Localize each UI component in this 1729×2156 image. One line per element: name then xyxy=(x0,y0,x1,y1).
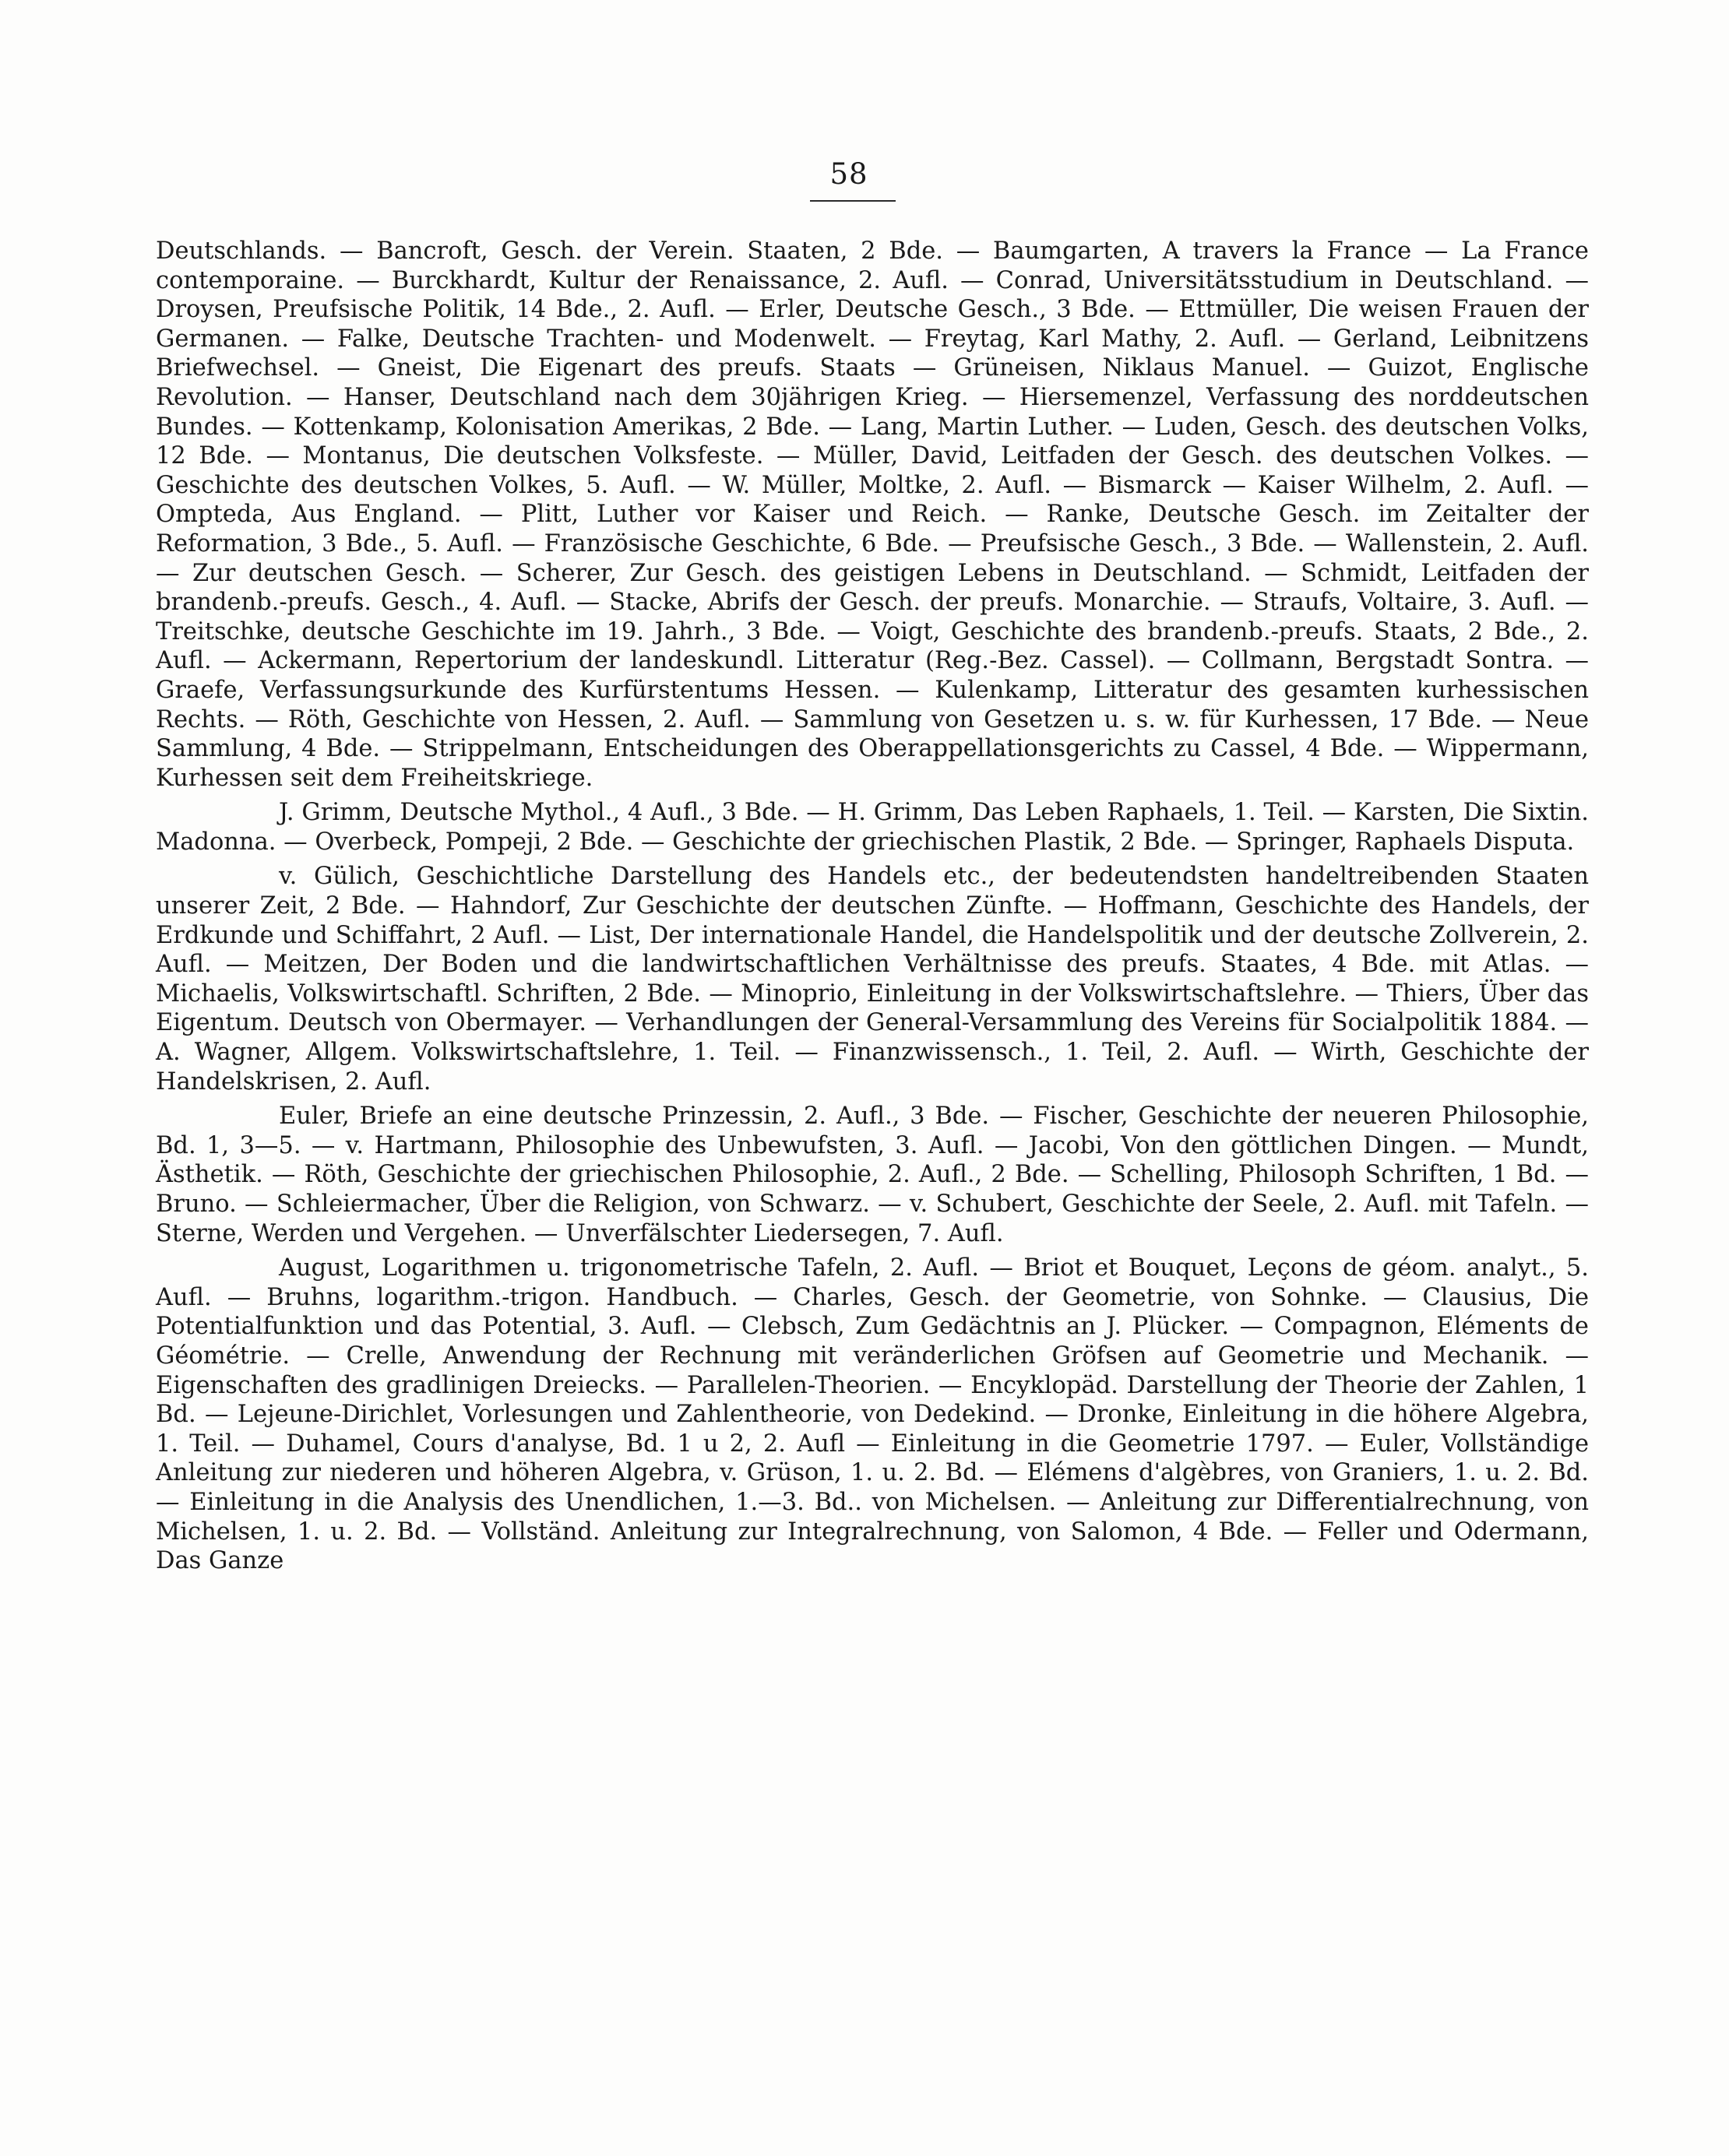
paragraph-mathematics: August, Logarithmen u. trigonometrische Tafeln, 2. Aufl. — Briot et Bouquet, Leçons de géom. analyt., 5. Aufl. — Bruhns, logarithm.-trigon. Handbuch. — Charles, Gesch. der Geometrie, von Sohnke. — Clausius, Die Potentialfunktion und das Potential, 3. Aufl. — Clebsch, Zum Gedächtnis an J. Plücker. — Compagnon, Eléments de Géométrie. — Crelle, Anwendung der Rechnung mit veränderlichen Gröfsen auf Geometrie und Mechanik. — Eigenschaften des gradlinigen Dreiecks. — Parallelen-Theorien. — Encyklopäd. Darstellung der Theorie der Zahlen, 1 Bd. — Lejeune-Dirichlet, Vorlesungen und Zahlentheorie, von Dedekind. — Dronke, Einleitung in die höhere Algebra, 1. Teil. — Duhamel, Cours d'analyse, Bd. 1 u 2, 2. Aufl — Einleitung in die Geometrie 1797. — Euler, Vollständige Anleitung zur niederen und höheren Algebra, v. Grüson, 1. u. 2. Bd. — Elémens d'algèbres, von Graniers, 1. u. 2. Bd. — Einleitung in die Analysis des Unendlichen, 1.—3. Bd.. von Michelsen. — Anleitung zur Differentialrechnung, von Michelsen, 1. u. 2. Bd. — Vollständ. Anleitung zur Integralrechnung, von Salomon, 4 Bde. — Feller und Odermann, Das Ganze xyxy=(156,1254,1589,1575)
page-number-rule xyxy=(810,200,896,202)
paragraph-trade-economics: v. Gülich, Geschichtliche Darstellung des Handels etc., der bedeutendsten handeltreibenden Staaten unserer Zeit, 2 Bde. — Hahndorf, Zur Geschichte der deutschen Zünfte. — Hoffmann, Geschichte des Handels, der Erdkunde und Schiffahrt, 2 Aufl. — List, Der internationale Handel, die Handelspolitik und der deutsche Zollverein, 2. Aufl. — Meitzen, Der Boden und die landwirtschaftlichen Verhältnisse des preufs. Staates, 4 Bde. mit Atlas. — Michaelis, Volkswirtschaftl. Schriften, 2 Bde. — Minoprio, Einleitung in der Volkswirtschaftslehre. — Thiers, Über das Eigentum. Deutsch von Obermayer. — Verhandlungen der General-Versammlung des Vereins für Socialpolitik 1884. — A. Wagner, Allgem. Volkswirtschaftslehre, 1. Teil. — Finanzwissensch., 1. Teil, 2. Aufl. — Wirth, Geschichte der Handelskrisen, 2. Aufl. xyxy=(156,863,1589,1096)
paragraph-history-continued: Deutschlands. — Bancroft, Gesch. der Verein. Staaten, 2 Bde. — Baumgarten, A travers la France — La France contemporaine. — Burckhardt, Kultur der Renaissance, 2. Aufl. — Conrad, Universitätsstudium in Deutschland. — Droysen, Preufsische Politik, 14 Bde., 2. Aufl. — Erler, Deutsche Gesch., 3 Bde. — Ettmüller, Die weisen Frauen der Germanen. — Falke, Deutsche Trachten- und Modenwelt. — Freytag, Karl Mathy, 2. Aufl. — Gerland, Leibnitzens Briefwechsel. — Gneist, Die Eigenart des preufs. Staats — Grüneisen, Niklaus Manuel. — Guizot, Englische Revolution. — Hanser, Deutschland nach dem 30jährigen Krieg. — Hiersemenzel, Verfassung des norddeutschen Bundes. — Kottenkamp, Kolonisation Amerikas, 2 Bde. — Lang, Martin Luther. — Luden, Gesch. des deutschen Volks, 12 Bde. — Montanus, Die deutschen Volksfeste. — Müller, David, Leitfaden der Gesch. des deutschen Volkes. — Geschichte des deutschen Volkes, 5. Aufl. — W. Müller, Moltke, 2. Aufl. — Bismarck — Kaiser Wilhelm, 2. Aufl. — Ompteda, Aus England. — Plitt, Luther vor Kaiser und Reich. — Ranke, Deutsche Gesch. im Zeitalter der Reformation, 3 Bde., 5. Aufl. — Französische Geschichte, 6 Bde. — Preufsische Gesch., 3 Bde. — Wallenstein, 2. Aufl. — Zur deutschen Gesch. — Scherer, Zur Gesch. des geistigen Lebens in Deutschland. — Schmidt, Leitfaden der brandenb.-preufs. Gesch., 4. Aufl. — Stacke, Abrifs der Gesch. der preufs. Monarchie. — Straufs, Voltaire, 3. Aufl. — Treitschke, deutsche Geschichte im 19. Jahrh., 3 Bde. — Voigt, Geschichte des brandenb.-preufs. Staats, 2 Bde., 2. Aufl. — Ackermann, Repertorium der landeskundl. Litteratur (Reg.-Bez. Cassel). — Collmann, Bergstadt Sontra. — Graefe, Verfassungsurkunde des Kurfürstentums Hessen. — Kulenkamp, Litteratur des gesamten kurhessischen Rechts. — Röth, Geschichte von Hessen, 2. Aufl. — Sammlung von Gesetzen u. s. w. für Kurhessen, 17 Bde. — Neue Sammlung, 4 Bde. — Strippelmann, Entscheidungen des Oberappellationsgerichts zu Cassel, 4 Bde. — Wippermann, Kurhessen seit dem Freiheitskriege. xyxy=(156,237,1589,792)
paragraph-philosophy: Euler, Briefe an eine deutsche Prinzessin, 2. Aufl., 3 Bde. — Fischer, Geschichte der neueren Philosophie, Bd. 1, 3—5. — v. Hartmann, Philosophie des Unbewufsten, 3. Aufl. — Jacobi, Von den göttlichen Dingen. — Mundt, Ästhetik. — Röth, Geschichte der griechischen Philosophie, 2. Aufl., 2 Bde. — Schelling, Philosoph Schriften, 1 Bd. — Bruno. — Schleiermacher, Über die Religion, von Schwarz. — v. Schubert, Geschichte der Seele, 2. Aufl. mit Tafeln. — Sterne, Werden und Vergehen. — Unverfälschter Liedersegen, 7. Aufl. xyxy=(156,1103,1589,1247)
bibliography-text xyxy=(156,237,1589,1576)
paragraph-art-mythology: J. Grimm, Deutsche Mythol., 4 Aufl., 3 Bde. — H. Grimm, Das Leben Raphaels, 1. Teil. — Karsten, Die Sixtin. Madonna. — Overbeck, Pompeji, 2 Bde. — Geschichte der griechischen Plastik, 2 Bde. — Springer, Raphaels Disputa. xyxy=(156,799,1589,856)
page-number: 58 xyxy=(829,157,868,191)
